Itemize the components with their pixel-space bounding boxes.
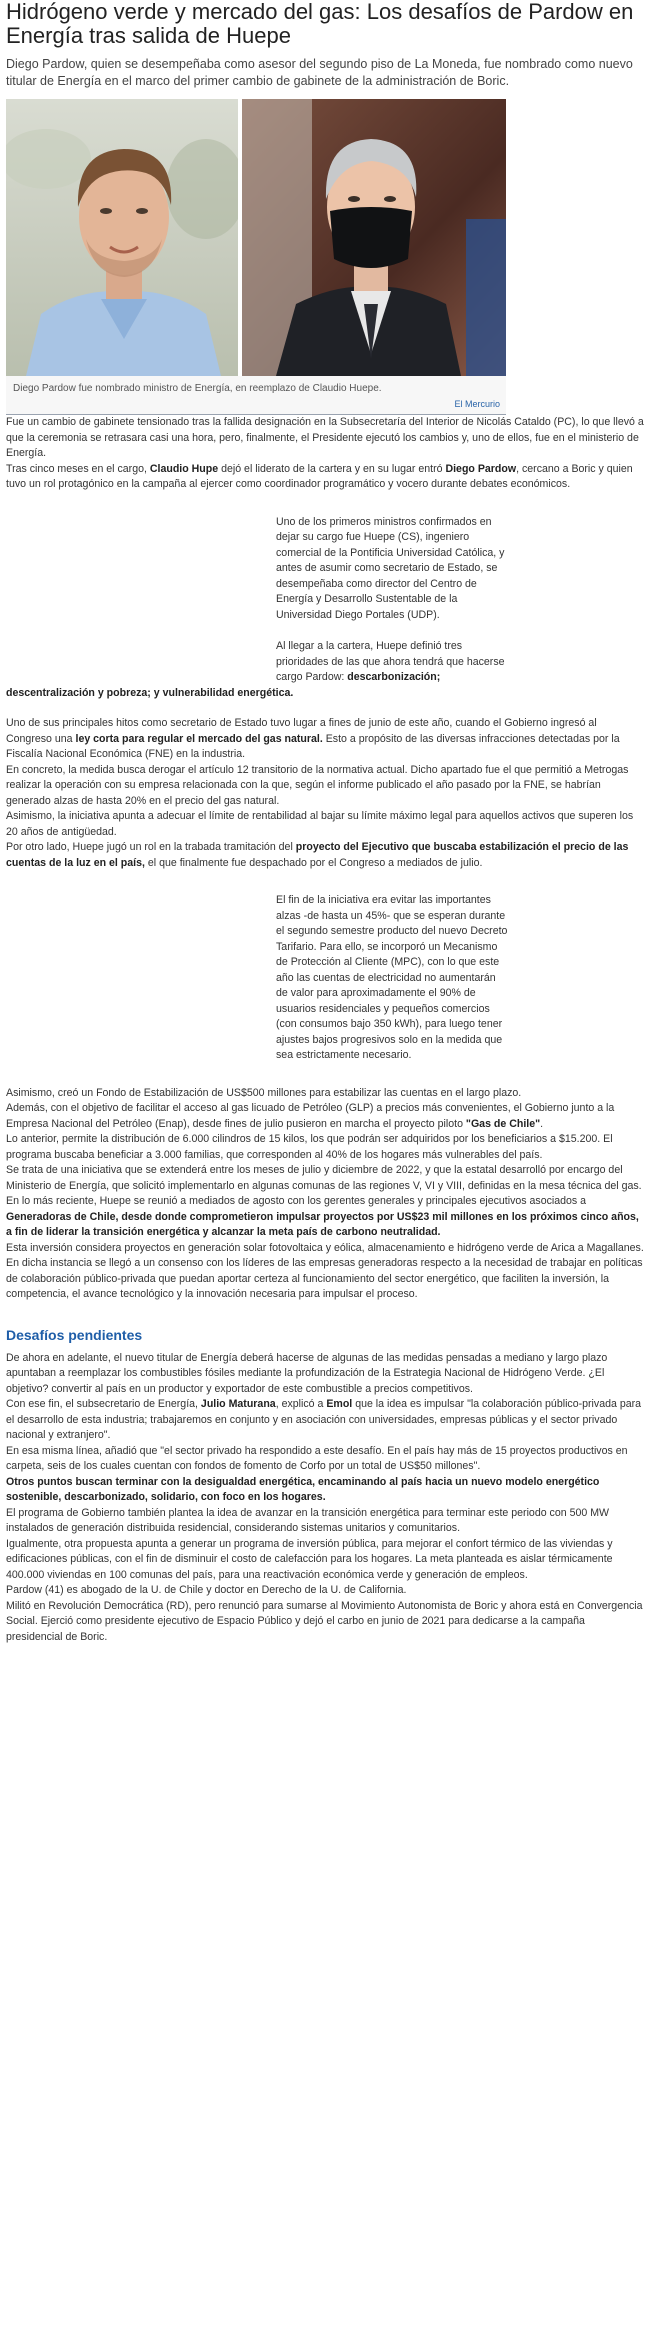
- paragraph: Asimismo, la iniciativa apunta a adecuar el límite de rentabilidad al bajar su límite máximo legal para aquellos activos que superen los 20 años de antigüedad.: [6, 810, 634, 838]
- text-run: En lo más reciente, Huepe se reunió a mediados de agosto con los gerentes generales y principales ejecutivos asociados a: [6, 1195, 587, 1207]
- text-run: dejó el liderato de la cartera y en su lugar entró: [218, 462, 446, 475]
- text-run: Al llegar a la cartera, Huepe definió tres prioridades de las que ahora tendrá que hacerse cargo Pardow:: [276, 640, 505, 683]
- paragraph: Igualmente, otra propuesta apunta a generar un programa de inversión pública, para mejorar el confort térmico de las viviendas y edificaciones públicas, con el fin de disminuir el costo de calefacción para los hogares. La meta planteada es aislar térmicamente 400.000 viviendas en 100 comunas del país, para una reactivación económica verde y generación de empleos.: [6, 1537, 613, 1581]
- section-heading: Desafíos pendientes: [6, 1326, 143, 1343]
- article-photo[interactable]: [6, 99, 506, 376]
- text-run: que la idea es impulsar "la colaboración público-privada para el desarrollo de esta industria; trabajaremos en conjunto y en asociación con universidades, empresas públicas y el sector privado nacional y extranjero".: [6, 1398, 642, 1441]
- text-run: Por otro lado, Huepe jugó un rol en la trabada tramitación del: [6, 841, 296, 853]
- paragraph: [6, 1397, 644, 1444]
- text-run: .: [540, 1117, 544, 1130]
- side-paragraph: El fin de la iniciativa era evitar las importantes alzas -de hasta un 45%- que se esperan durante el segundo semestre producto del nuevo Decreto Tarifario. Para ello, se incorporó un Mecanismo de Protección al Cliente (MPC), con lo que este año las cuentas de electricidad no aumentarán de valor para aproximadamente el 90% de usuarios residenciales y pequeños comercios (con consumos bajo 350 kWh), para luego tener ajustes bajos progresivos solo en la medida que sea estrictamente necesario.: [276, 894, 508, 1061]
- text-run: , cercano a Boric y quien tuvo un rol protagónico en la campaña al ejercer como coordinador programático y vocero durante debates económicos.: [6, 462, 633, 490]
- bold-text: Diego Pardow: [445, 462, 517, 475]
- side-paragraph: Uno de los primeros ministros confirmados en dejar su cargo fue Huepe (CS), ingeniero comercial de la Pontificia Universidad Católica, y antes de asumir como secretario de Estado, se desempeñaba como director del Centro de Energía y Desarrollo Sustentable de la Universidad Diego Portales (UDP).: [276, 515, 505, 621]
- text-run: Con ese fin, el subsecretario de Energía,: [6, 1398, 201, 1410]
- portrait-photos: [6, 99, 506, 376]
- paragraph: Pardow (41) es abogado de la U. de Chile y doctor en Derecho de la U. de California.: [6, 1584, 407, 1596]
- paragraph: El programa de Gobierno también plantea la idea de avanzar en la transición energética para terminar este periodo con 500 MW instalados de generación distribuida residencial, considerando sistemas unitarios y comunitarios.: [6, 1506, 610, 1534]
- bold-text: Emol: [326, 1398, 353, 1410]
- text-run: Además, con el objetivo de facilitar el acceso al gas licuado de Petróleo (GLP) a precios más convenientes, el Gobierno junto a la Empresa Nacional del Petróleo (Enap), desde fines de julio pusieron en marcha el proyecto piloto: [6, 1102, 615, 1130]
- article-lead: Diego Pardow, quien se desempeñaba como asesor del segundo piso de La Moneda, fue nombrado como nuevo titular de Energía en el marco del primer cambio de gabinete de la administración de Boric.: [6, 57, 633, 88]
- text-run: , explicó a: [275, 1398, 327, 1410]
- paragraph: [6, 462, 644, 493]
- bold-text: Julio Maturana: [200, 1398, 276, 1410]
- paragraph: [6, 1101, 644, 1132]
- paragraph: En concreto, la medida busca derogar el artículo 12 transitorio de la normativa actual. Dicho apartado fue el que permitió a Metrogas realizar la operación con su empresa relacionada con la que, según el informe publicado el año pasado por la FNE, se habrían generado alzas de hasta 20% en el precio del gas natural.: [6, 763, 629, 807]
- paragraph: En dicha instancia se llegó a un consenso con los líderes de las empresas generadoras respecto a la necesidad de trabajar en políticas de colaboración público-privada que puedan aportar certeza al funcionamiento del sector energético, que faciliten la inversión, la competencia, el avance tecnológico y la innovación necesaria para impulsar el proceso.: [6, 1257, 643, 1300]
- text-run: Tras cinco meses en el cargo,: [6, 462, 150, 475]
- paragraph: Militó en Revolución Democrática (RD), pero renunció para sumarse al Movimiento Autonomista de Boric y ahora está en Convergencia Social. Ejerció como presidente ejecutivo de Espacio Público y dejó el carbo en junio de 2021 para dedicarse a la campaña presidencial de Boric.: [6, 1599, 643, 1643]
- paragraph: [6, 840, 644, 871]
- paragraph: Asimismo, creó un Fondo de Estabilización de US$500 millones para estabilizar las cuentas en el largo plazo.: [6, 1086, 522, 1099]
- figure-caption: Diego Pardow fue nombrado ministro de Energía, en reemplazo de Claudio Huepe.: [13, 383, 382, 394]
- side-paragraph: [276, 639, 508, 686]
- paragraph: De ahora en adelante, el nuevo titular de Energía deberá hacerse de algunas de las medidas pensadas a mediano y largo plazo apuntaban a reemplazar los combustibles fósiles mediante la profundización de la Estrategia Nacional de Hidrógeno Verde. ¿El objetivo? convertir al país en un productor y exportador de este combustible a precios competitivos.: [6, 1351, 608, 1395]
- paragraph: Lo anterior, permite la distribución de 6.000 cilindros de 15 kilos, los que podrán ser adquiridos por los beneficiarios a $15.200. El programa buscaba beneficiar a 3.000 familias, que corresponden al 40% de los hogares más vulnerables del país.: [6, 1133, 613, 1161]
- bold-text: Claudio Hupe: [149, 462, 219, 475]
- bold-text: descarbonización;: [347, 671, 441, 683]
- text-run: el que finalmente fue despachado por el Congreso a mediados de julio.: [144, 856, 483, 869]
- paragraph: [6, 686, 644, 702]
- paragraph: [6, 716, 644, 763]
- bold-text: descentralización y pobreza; y vulnerabilidad energética.: [6, 686, 294, 699]
- bold-text: proyecto del Ejecutivo que buscaba estabilización el precio de las cuentas de la luz en el país,: [6, 841, 629, 869]
- text-run: Esto a propósito de las diversas infracciones detectadas por la Fiscalía Nacional Económica (FNE) en la industria.: [6, 732, 620, 760]
- paragraph: [6, 1194, 644, 1241]
- bold-text: "Gas de Chile": [465, 1117, 541, 1130]
- paragraph: Fue un cambio de gabinete tensionado tras la fallida designación en la Subsecretaría del Interior de Nicolás Cataldo (PC), lo que llevó a que la ceremonia se retrasara casi una hora, pero, finalmente, el Presidente ejecutó los cambios y, uno de ellos, fue en el ministerio de Energía.: [6, 416, 644, 459]
- text-run: Uno de sus principales hitos como secretario de Estado tuvo lugar a fines de junio de este año, cuando el Gobierno ingresó al Congreso una: [6, 717, 597, 745]
- bold-text: ley corta para regular el mercado del gas natural.: [75, 732, 323, 745]
- paragraph: [6, 1475, 644, 1506]
- article-title: Hidrógeno verde y mercado del gas: Los desafíos de Pardow en Energía tras salida de Huepe: [6, 0, 634, 48]
- paragraph: En esa misma línea, añadió que "el sector privado ha respondido a este desafío. En el país hay más de 15 proyectos productivos en carpeta, seis de los cuales cuentan con fondos de fomento de Corfo por un total de US$50 millones".: [6, 1444, 628, 1472]
- bold-text: Otros puntos buscan terminar con la desigualdad energética, encaminando al país hacia un nuevo modelo energético sostenible, descarbonizado, solidario, con foco en los hogares.: [6, 1475, 600, 1503]
- article-figure: [6, 99, 506, 415]
- bold-text: Generadoras de Chile, desde donde comprometieron impulsar proyectos por US$23 mil millones en los próximos cinco años, a fin de liderar la transición energética y alcanzar la meta país de carbono neutralidad.: [6, 1210, 639, 1238]
- figure-credit[interactable]: El Mercurio: [454, 399, 500, 409]
- paragraph: Esta inversión considera proyectos en generación solar fotovoltaica y eólica, almacenamiento e hidrógeno verde de Arica a Magallanes.: [6, 1241, 644, 1254]
- paragraph: Se trata de una iniciativa que se extenderá entre los meses de julio y diciembre de 2022, y que la estatal desarrolló por encargo del Ministerio de Energía, que solicitó implementarlo en algunas comunas de las regiones V, VI y VIII, definidas en la mesa técnica del gas.: [6, 1164, 642, 1192]
